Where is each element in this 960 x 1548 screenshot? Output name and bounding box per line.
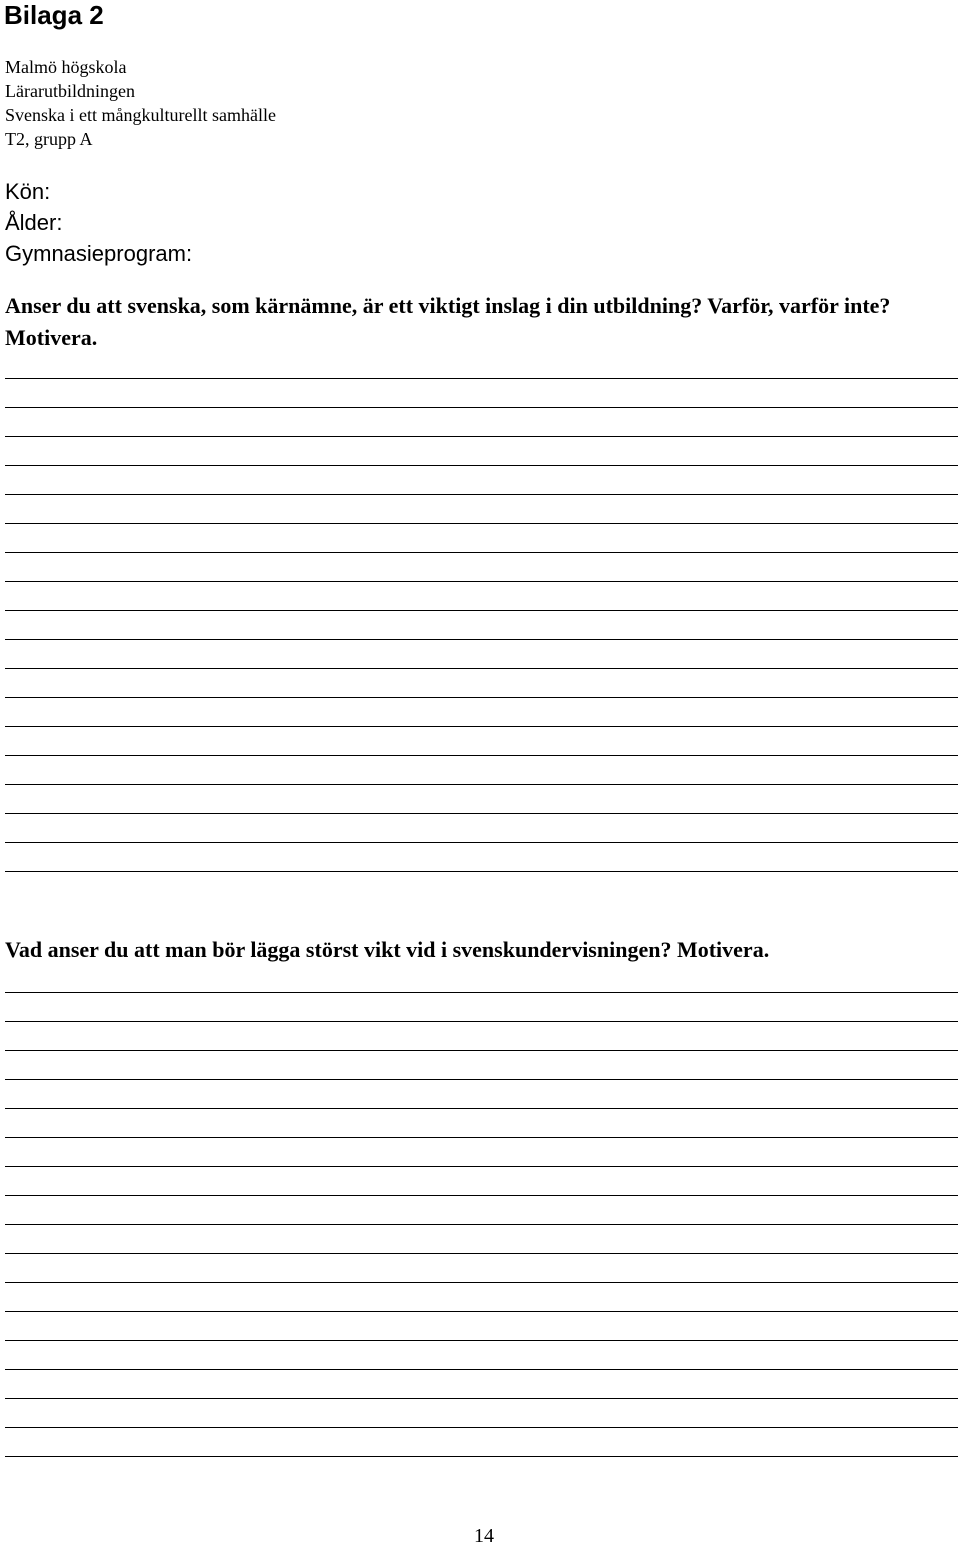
answer-line[interactable] — [5, 727, 958, 756]
answer-line[interactable] — [5, 1399, 958, 1428]
gender-field-label: Kön: — [5, 179, 51, 204]
age-field-label: Ålder: — [5, 210, 63, 235]
answer-line[interactable] — [5, 756, 958, 785]
institution-block — [5, 55, 276, 151]
answer-line[interactable] — [5, 466, 958, 495]
answer-line[interactable] — [5, 964, 958, 993]
answer-line[interactable] — [5, 1225, 958, 1254]
answer-line[interactable] — [5, 1022, 958, 1051]
answer-line[interactable] — [5, 1312, 958, 1341]
answer-line[interactable] — [5, 1283, 958, 1312]
answer-line[interactable] — [5, 437, 958, 466]
answer-line[interactable] — [5, 611, 958, 640]
respondent-fields — [5, 176, 192, 269]
answer-line[interactable] — [5, 1196, 958, 1225]
answer-line[interactable] — [5, 1109, 958, 1138]
answer-line[interactable] — [5, 669, 958, 698]
answer-line[interactable] — [5, 814, 958, 843]
answer-line[interactable] — [5, 408, 958, 437]
program-field-label: Gymnasieprogram: — [5, 241, 193, 266]
answer-line[interactable] — [5, 1138, 958, 1167]
institution-line: Lärarutbildningen — [5, 81, 135, 101]
answer-line[interactable] — [5, 582, 958, 611]
page-number: 14 — [474, 1525, 494, 1547]
answer-line[interactable] — [5, 350, 958, 379]
answer-line[interactable] — [5, 495, 958, 524]
answer-line[interactable] — [5, 379, 958, 408]
answer-lines-1[interactable] — [5, 350, 958, 872]
answer-lines-2[interactable] — [5, 964, 958, 1457]
institution-line: T2, grupp A — [5, 129, 93, 149]
answer-line[interactable] — [5, 1051, 958, 1080]
answer-line[interactable] — [5, 1428, 958, 1457]
answer-line[interactable] — [5, 524, 958, 553]
question-2: Vad anser du att man bör lägga störst vikt vid i svenskundervisningen? Motivera. — [5, 937, 770, 962]
answer-line[interactable] — [5, 640, 958, 669]
answer-line[interactable] — [5, 1341, 958, 1370]
institution-line: Svenska i ett mångkulturellt samhälle — [5, 105, 276, 125]
answer-line[interactable] — [5, 553, 958, 582]
answer-line[interactable] — [5, 993, 958, 1022]
page-heading: Bilaga 2 — [4, 0, 104, 30]
answer-line[interactable] — [5, 843, 958, 872]
answer-line[interactable] — [5, 1370, 958, 1399]
answer-line[interactable] — [5, 785, 958, 814]
answer-line[interactable] — [5, 1167, 958, 1196]
institution-line: Malmö högskola — [5, 57, 127, 77]
answer-line[interactable] — [5, 1080, 958, 1109]
question-1: Anser du att svenska, som kärnämne, är ett viktigt inslag i din utbildning? Varför, varför inte? Motivera. — [5, 293, 891, 350]
answer-line[interactable] — [5, 1254, 958, 1283]
answer-line[interactable] — [5, 698, 958, 727]
